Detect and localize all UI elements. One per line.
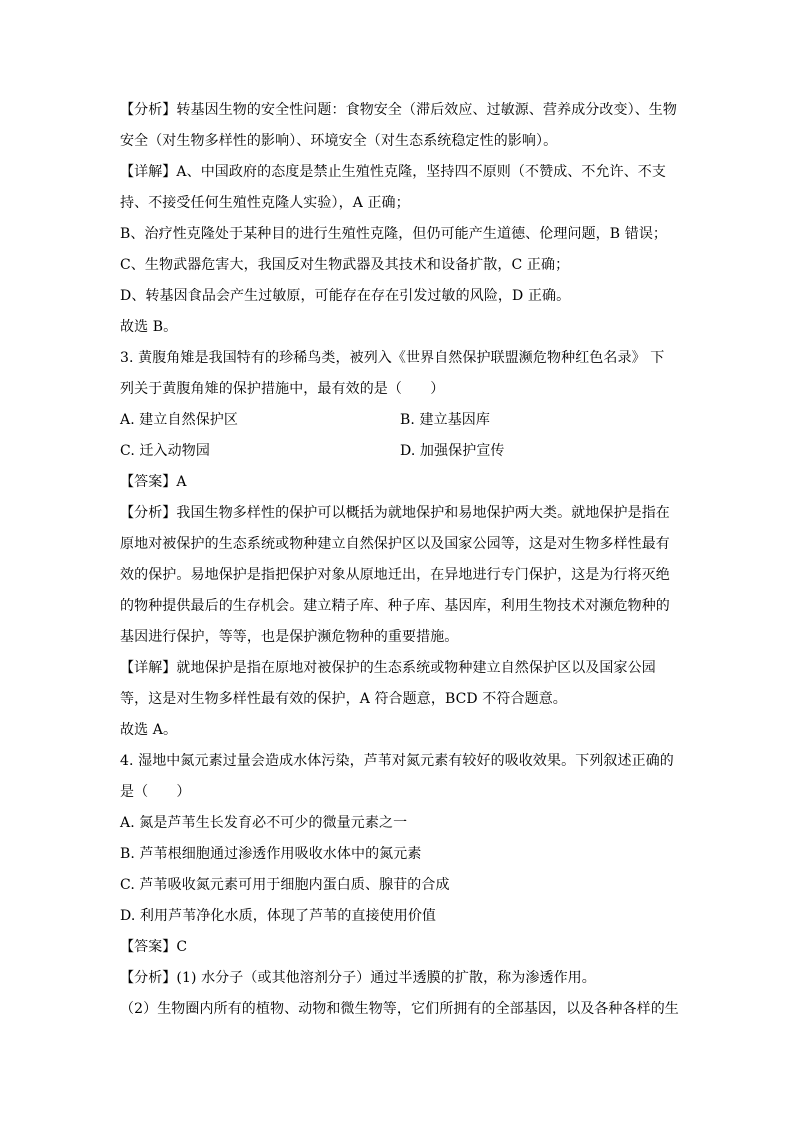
detail-text-line: 【详解】A、中国政府的态度是禁止生殖性克隆，坚持四不原则（不赞成、不允许、不支 (120, 164, 667, 180)
option-b: B. 建立基因库 (400, 412, 490, 428)
question-3-stem: 列关于黄腹角雉的保护措施中，最有效的是（ ） (120, 381, 445, 397)
analysis-text-line: 的物种提供最后的生存机会。建立精子库、种子库、基因库，利用生物技术对濒危物种的 (120, 598, 670, 614)
option-c: C. 芦苇吸收氮元素可用于细胞内蛋白质、腺苷的合成 (120, 877, 450, 893)
question-3-options-row-2 (120, 441, 680, 472)
analysis-text-line: 原地对被保护的生态系统或物种建立自然保护区以及国家公园等，这是对生物多样性最有 (120, 536, 670, 552)
question-4-stem: 是（ ） (120, 784, 191, 800)
detail-text-line: C、生物武器危害大，我国反对生物武器及其技术和设备扩散，C 正确； (120, 257, 570, 273)
analysis-text-line: 安全（对生物多样性的影响）、环境安全（对生态系统稳定性的影响）。 (120, 133, 558, 149)
option-a: A. 氮是芦苇生长发育必不可少的微量元素之一 (120, 815, 408, 831)
question-3-options-row-1 (120, 410, 680, 441)
option-d: D. 加强保护宣传 (400, 443, 505, 459)
choice-text-line: 故选 B。 (120, 319, 178, 335)
detail-text-line: B、治疗性克隆处于某种目的进行生殖性克隆，但仍可能产生道德、伦理问题，B 错误； (120, 226, 668, 242)
detail-text-line: 等，这是对生物多样性最有效的保护，A 符合题意，BCD 不符合题意。 (120, 691, 567, 707)
detail-text-line: D、转基因食品会产生过敏原，可能存在存在引发过敏的风险，D 正确。 (120, 288, 571, 304)
answer-line: 【答案】A (120, 474, 187, 490)
analysis-text-line: 【分析】转基因生物的安全性问题：食物安全（滞后效应、过敏源、营养成分改变）、生物 (120, 102, 677, 118)
option-c: C. 迁入动物园 (120, 443, 210, 459)
analysis-text-line: 【分析】我国生物多样性的保护可以概括为就地保护和易地保护两大类。就地保护是指在 (120, 505, 670, 521)
choice-text-line: 故选 A。 (120, 722, 178, 738)
answer-line: 【答案】C (120, 939, 188, 955)
detail-text-line: 持、不接受任何生殖性克隆人实验），A 正确； (120, 195, 410, 211)
analysis-text-line: 基因进行保护，等等，也是保护濒危物种的重要措施。 (120, 629, 459, 645)
option-a: A. 建立自然保护区 (120, 412, 239, 428)
option-b: B. 芦苇根细胞通过渗透作用吸收水体中的氮元素 (120, 846, 422, 862)
analysis-text-line: （2）生物圈内所有的植物、动物和微生物等，它们所拥有的全部基因，以及各种各样的生 (120, 1001, 679, 1017)
analysis-text-line: 效的保护。易地保护是指把保护对象从原地迁出，在异地进行专门保护，这是为行将灭绝 (120, 567, 670, 583)
analysis-text-line: 【分析】(1) 水分子（或其他溶剂分子）通过半透膜的扩散，称为渗透作用。 (120, 970, 596, 986)
option-d: D. 利用芦苇净化水质，体现了芦苇的直接使用价值 (120, 908, 437, 924)
question-4-stem: 4. 湿地中氮元素过量会造成水体污染，芦苇对氮元素有较好的吸收效果。下列叙述正确的 (120, 753, 674, 769)
document-body (120, 100, 680, 1030)
detail-text-line: 【详解】就地保护是指在原地对被保护的生态系统或物种建立自然保护区以及国家公园 (120, 660, 656, 676)
question-3-stem: 3. 黄腹角雉是我国特有的珍稀鸟类，被列入《世界自然保护联盟濒危物种红色名录》 下 (120, 350, 665, 366)
